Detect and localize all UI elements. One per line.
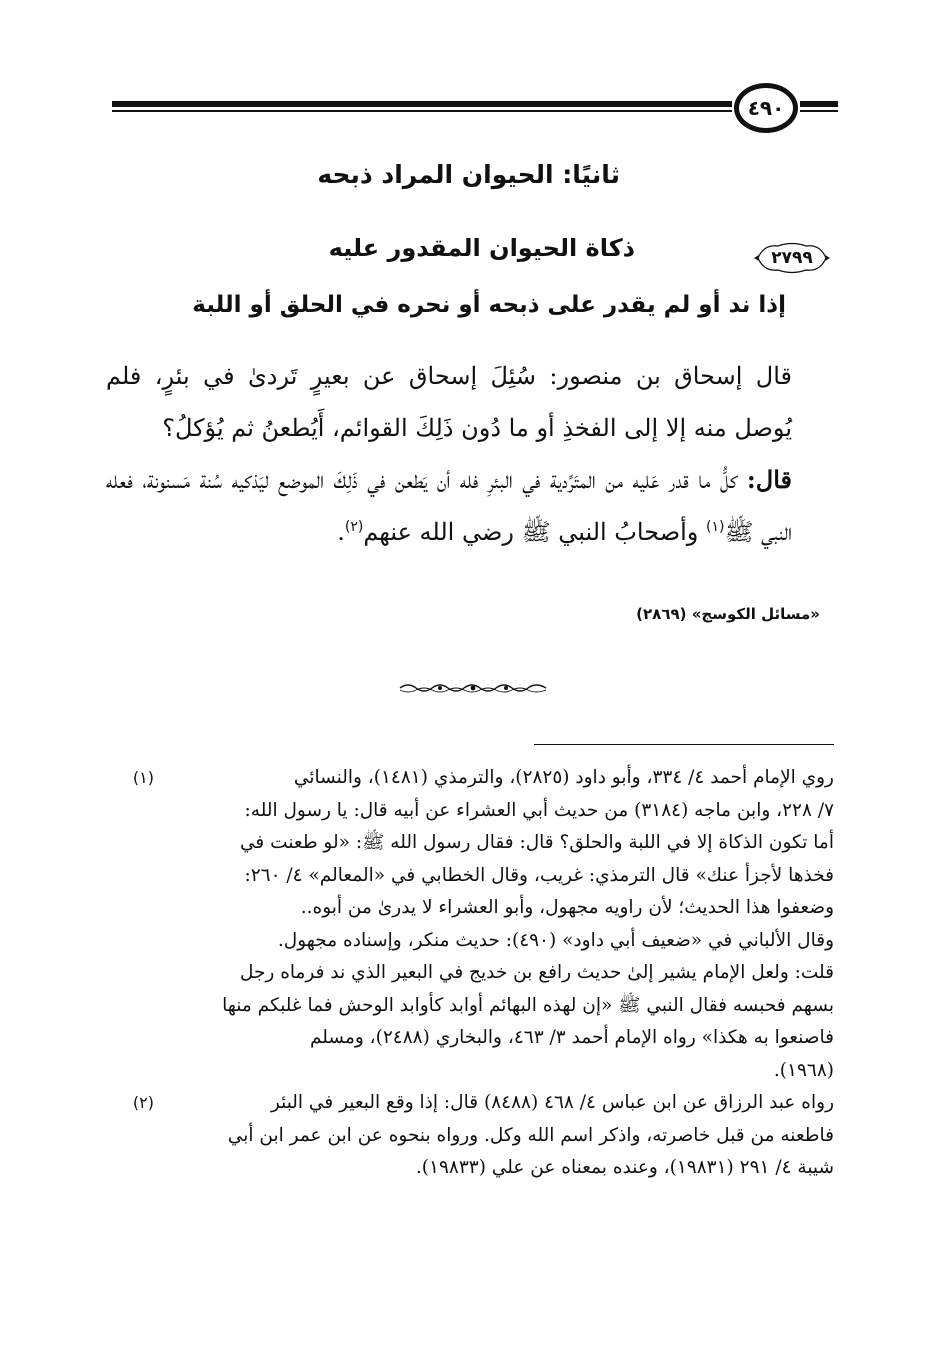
footnote-line: أما تكون الذكاة إلا في اللبة والحلق؟ قال: فقال رسول الله ﷺ: «لو طعنت في bbox=[240, 832, 834, 853]
footnote-text bbox=[154, 762, 834, 1087]
footnote-line: (١٩٦٨). bbox=[773, 1059, 834, 1081]
section-divider-ornament-icon bbox=[398, 680, 548, 696]
footnote-ref-2[interactable]: (٢) bbox=[344, 519, 364, 535]
footnote-line: روي الإمام أحمد ٤/ ٣٣٤، وأبو داود (٢٨٢٥)، والترمذي (١٤٨١)، والنسائي bbox=[293, 767, 834, 788]
footnote-divider bbox=[534, 744, 834, 745]
footnote-line: قلت: ولعل الإمام يشير إلىٰ حديث رافع بن خديج في البعير الذي ند فرماه رجل bbox=[239, 962, 834, 983]
footnote-number: (١) bbox=[132, 768, 154, 787]
answer-text-1: كلُّ ما قدر عَليه من المتَرِّدية في البئرِ فله أن يَطعن في ذَلِكَ الموضع ليَذكيه سُنة مَسنونة، فعله النبي ﷺ bbox=[106, 466, 792, 546]
page-number: ٤٩٠ bbox=[734, 83, 798, 133]
footnote-line: فخذها لأجزأ عنك» قال الترمذي: غريب، وقال الخطابي في «المعالم» ٤/ ٢٦٠: bbox=[244, 864, 834, 886]
answer-text-2: وأصحابُ النبي ﷺ رضي الله عنهم bbox=[363, 518, 706, 546]
footnotes bbox=[108, 762, 834, 1185]
answer-end-mark: . bbox=[337, 518, 345, 546]
answer-label: قال: bbox=[746, 465, 792, 494]
entry-number: ٢٧٩٩ bbox=[771, 248, 813, 268]
footnote-line: فاصنعوا به هكذا» رواه الإمام أحمد ٣/ ٤٦٣، والبخاري (٢٤٨٨)، ومسلم bbox=[310, 1027, 834, 1048]
header-rule-end bbox=[800, 101, 838, 114]
question-paragraph: قال إسحاق بن منصور: سُئِلَ إسحاق عن بعيرٍ تَردىٰ في بئرٍ، فلم يُوصل منه إلا إلى الفخذِ أو ما دُون ذَلِكَ القوائم، أَيُطعنُ ثم يُؤكلُ؟ bbox=[106, 362, 792, 442]
footnote-ref-1[interactable]: (١) bbox=[705, 519, 725, 535]
entry-number-badge bbox=[752, 240, 832, 276]
footnote-line: رواه عبد الرزاق عن ابن عباس ٤/ ٤٦٨ (٨٤٨٨) قال: إذا وقع البعير في البئر bbox=[270, 1092, 834, 1113]
main-text bbox=[106, 350, 792, 558]
header-rule bbox=[112, 101, 732, 114]
section-title: ثانيًا: الحيوان المراد ذبحه bbox=[317, 160, 620, 189]
source-citation: «مسائل الكوسج» (٢٨٦٩) bbox=[636, 605, 820, 623]
answer-paragraph bbox=[106, 454, 792, 558]
footnote-text bbox=[154, 1087, 834, 1185]
footnote-1 bbox=[108, 762, 834, 1087]
footnote-line: وضعفوا هذا الحديث؛ لأن راويه مجهول، وأبو العشراء لا يدرىٰ من أبوه.. bbox=[300, 897, 834, 918]
footnote-number: (٢) bbox=[132, 1093, 154, 1112]
chapter-title: ذكاة الحيوان المقدور عليه bbox=[328, 234, 635, 262]
subtitle: إذا ند أو لم يقدر على ذبحه أو نحره في الحلق أو اللبة bbox=[192, 292, 786, 318]
footnote-line: ٧/ ٢٢٨، وابن ماجه (٣١٨٤) من حديث أبي العشراء عن أبيه قال: يا رسول الله: bbox=[244, 799, 834, 821]
footnote-line: وقال الألباني في «ضعيف أبي داود» (٤٩٠): حديث منكر، وإسناده مجهول. bbox=[277, 929, 834, 951]
footnote-line: بسهم فحبسه فقال النبي ﷺ «إن لهذه البهائم أوابد كأوابد الوحش فما غلبكم منها bbox=[222, 994, 834, 1016]
footnote-2 bbox=[108, 1087, 834, 1185]
footnote-line: شيبة ٤/ ٢٩١ (١٩٨٣١)، وعنده بمعناه عن علي (١٩٨٣٣). bbox=[415, 1157, 834, 1178]
footnote-line: فاطعنه من قبل خاصرته، واذكر اسم الله وكل. ورواه بنحوه عن ابن عمر ابن أبي bbox=[227, 1124, 834, 1146]
